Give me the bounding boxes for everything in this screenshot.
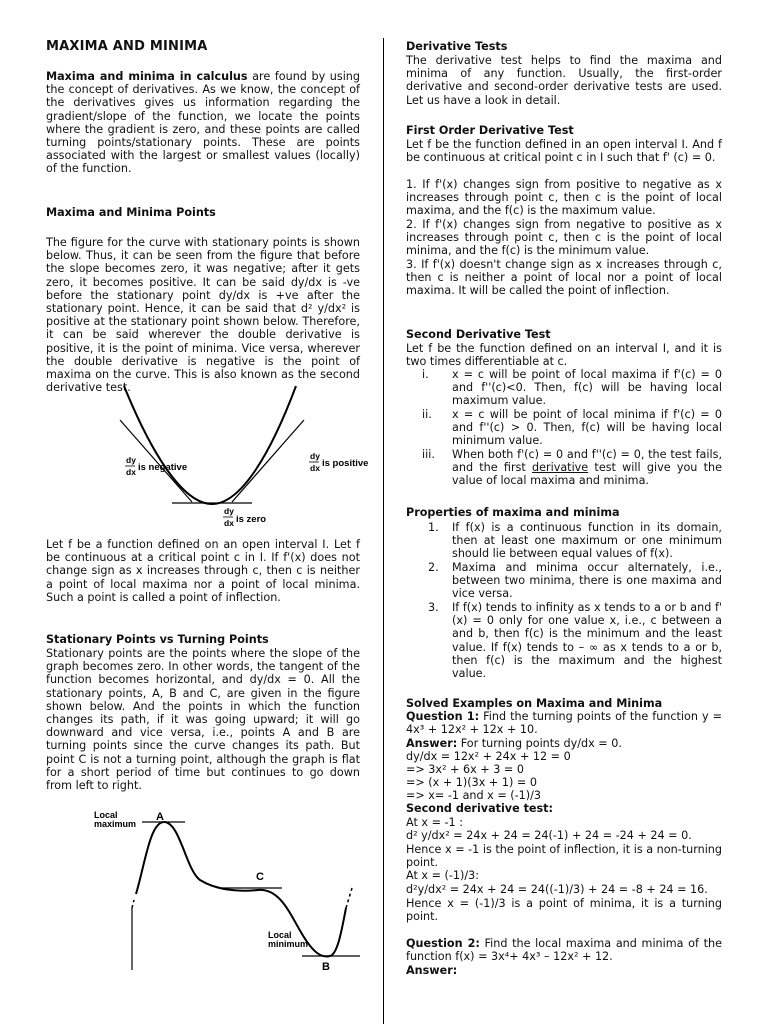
fig2-point-b: B	[322, 961, 330, 973]
question-1-text: Find the turning points of the function y = 4x³ + 12x² + 12x + 10.	[406, 710, 722, 737]
fig2-local-max-2: maximum	[94, 819, 137, 829]
list-text: If f(x) is a continuous function in its domain, then at least one maximum or one minimum should lie between equal values of f(x).	[452, 521, 722, 561]
fig1-dy-neg: dy	[126, 455, 136, 465]
page-title: MAXIMA AND MINIMA	[46, 39, 208, 54]
intro-rest: are found by using the concept of derivatives. As we know, the concept of the derivatives gives us information regarding the gradient/slope of the function, we locate the points where the gradient is zero, and these points are called turning points/stationary points. These are points associated with the largest or smallest values (locally) of the function.	[46, 70, 360, 176]
fig1-label-negative: is negative	[138, 462, 188, 473]
list-number: ii.	[422, 408, 432, 421]
first-test-heading: First Order Derivative Test	[406, 124, 574, 137]
work-line: => x= -1 and x = (-1)/3	[406, 789, 542, 802]
fig1-dy-zero: dy	[224, 506, 234, 516]
question-1-label: Question 1:	[406, 710, 480, 723]
fig1-dx-neg: dx	[126, 467, 136, 477]
list-item	[406, 561, 722, 601]
list-text: Maxima and minima occur alternately, i.e., between two minima, there is one maxima and vice versa.	[452, 561, 722, 601]
work-line: Hence x = (-1)/3 is a point of minima, it is a turning point.	[406, 897, 722, 924]
list-text: x = c will be point of local maxima if f'(c) = 0 and f''(c)<0. Then, f(c) will be having local maximum value.	[452, 368, 722, 408]
solved-heading: Solved Examples on Maxima and Minima	[406, 697, 663, 710]
list-number: 3.	[428, 601, 439, 614]
list-number: iii.	[422, 448, 435, 461]
list-number: i.	[422, 368, 429, 381]
tangent-positive	[232, 420, 304, 502]
list-text: If f(x) tends to infinity as x tends to a or b and f' (x) = 0 only for one value x, i.e., c between a and b, then f(c) is the minimum and the least value. If f(x) tends to – ∞ as x tends to a or b, then f(c) is the maximum and the highest value.	[452, 601, 722, 681]
fig1-label-zero: is zero	[236, 514, 267, 525]
stationary-point-figure	[72, 380, 369, 530]
answer-2-label: Answer:	[406, 964, 458, 977]
list-text-part: test will give you the value of local maxima and minima.	[452, 461, 722, 488]
second-test-heading: Second Derivative Test	[406, 328, 551, 341]
work-line: At x = (-1)/3:	[406, 869, 480, 882]
intro-bold: Maxima and minima in calculus	[46, 70, 248, 83]
second-test-intro: Let f be the function defined on an interval I, and it is two times differentiable at c.	[406, 342, 722, 369]
first-test-rule-2: 2. If f'(x) changes sign from negative to positive as x increases through point c, then c is the point of local minima, and the f(c) is the minimum value.	[406, 218, 722, 258]
question-1	[406, 710, 722, 736]
answer-1-label: Answer:	[406, 737, 458, 750]
fig1-dx-zero: dx	[224, 518, 234, 528]
work-line: Hence x = -1 is the point of inflection, it is a non-turning point.	[406, 843, 722, 870]
turning-points-figure	[90, 804, 360, 974]
work-line: d²y/dx² = 24x + 24 = 24((-1)/3) + 24 = -8 + 24 = 16.	[406, 883, 708, 896]
list-item	[406, 408, 722, 448]
list-number: 2.	[428, 561, 439, 574]
first-test-rule-1: 1. If f'(x) changes sign from positive to negative as x increases through point c, then c is the point of local maxima, and the f(c) is the maximum value.	[406, 178, 722, 218]
work-line: => 3x² + 6x + 3 = 0	[406, 763, 524, 776]
list-item	[406, 601, 722, 680]
derivative-link[interactable]: derivative	[532, 461, 589, 475]
second-derivative-test-label: Second derivative test:	[406, 802, 553, 815]
parabola-curve	[124, 386, 296, 504]
fig2-curve	[136, 822, 346, 956]
points-heading: Maxima and Minima Points	[46, 206, 216, 219]
points-paragraph: The figure for the curve with stationary points is shown below. Thus, it can be seen from the figure that before the slope becomes zero, it was negative; after it gets zero, it becomes positive. It can be said dy/dx is -ve before the stationary point dy/dx is +ve after the stationary point. Hence, it can be said that d² y/dx² is positive at the stationary point shown below. Therefore, it can be said wherever the double derivative is positive, it is the point of minima. Vice versa, wherever the double derivative is negative is the point of maxima on the curve. This is also known as the second derivative test.	[46, 236, 360, 395]
properties-heading: Properties of maxima and minima	[406, 506, 620, 519]
fig2-local-max-1: Local	[94, 810, 118, 820]
derivative-tests-paragraph: The derivative test helps to find the maxima and minima of any function. Usually, the first-order derivative and second-order derivative tests are used. Let us have a look in detail.	[406, 54, 722, 107]
question-2-label: Question 2:	[406, 937, 480, 950]
fig2-point-a: A	[156, 811, 164, 823]
list-number: 1.	[428, 521, 439, 534]
answer-1	[406, 737, 722, 750]
stationary-paragraph: Stationary points are the points where the slope of the graph becomes zero. In other words, the tangent of the function becomes horizontal, and dy/dx = 0. All the stationary points, A, B and C, are given in the figure shown below. And the points in which the function changes its path, if it was going upward; it will go downward and vice versa, i.e., points A and B are turning points since the curve changes its path. But point C is not a turning point, although the graph is flat for a short period of time but continues to go down from left to right.	[46, 647, 360, 793]
fig2-local-min-1: Local	[268, 930, 292, 940]
list-text-part: When both f'(c) = 0 and f''(c) = 0, the test fails, and the first	[452, 448, 722, 475]
list-text: x = c will be point of local minima if f'(c) = 0 and f''(c) > 0. Then, f(c) will be having local minimum value.	[452, 408, 722, 448]
stationary-heading: Stationary Points vs Turning Points	[46, 633, 269, 646]
question-2-text: Find the local maxima and minima of the function f(x) = 3x⁴+ 4x³ – 12x² + 12.	[406, 937, 722, 964]
work-line: => (x + 1)(3x + 1) = 0	[406, 776, 537, 789]
list-item	[406, 448, 722, 488]
list-item	[406, 521, 722, 561]
column-divider	[383, 38, 384, 1024]
derivative-tests-heading: Derivative Tests	[406, 40, 508, 53]
fig2-local-min-2: minimum	[268, 939, 309, 949]
answer-1-text: For turning points dy/dx = 0.	[457, 737, 622, 750]
work-line: d² y/dx² = 24x + 24 = 24(-1) + 24 = -24 + 24 = 0.	[406, 829, 692, 842]
first-test-intro: Let f be the function defined in an open interval I. And f be continuous at critical point c in I such that f' (c) = 0.	[406, 138, 722, 165]
work-line: dy/dx = 12x² + 24x + 12 = 0	[406, 750, 571, 763]
fig1-dx-pos: dx	[310, 463, 320, 473]
inflection-paragraph: Let f be a function defined on an open interval I. Let f be continuous at a critical point c in I. If f'(x) does not change sign as x increases through c, then c is neither a point of local maxima nor a point of local minima. Such a point is called a point of inflection.	[46, 538, 360, 604]
fig1-dy-pos: dy	[310, 451, 320, 461]
list-item	[406, 368, 722, 408]
question-2	[406, 937, 722, 963]
intro-paragraph	[46, 70, 360, 176]
first-test-rule-3: 3. If f'(x) doesn't change sign as x increases through c, then c is neither a point of local nor a point of local maxima. It will be called the point of inflection.	[406, 258, 722, 298]
fig1-label-positive: is positive	[322, 458, 369, 469]
list-text	[452, 448, 722, 488]
fig2-point-c: C	[256, 871, 264, 883]
work-line: At x = -1 :	[406, 816, 463, 829]
